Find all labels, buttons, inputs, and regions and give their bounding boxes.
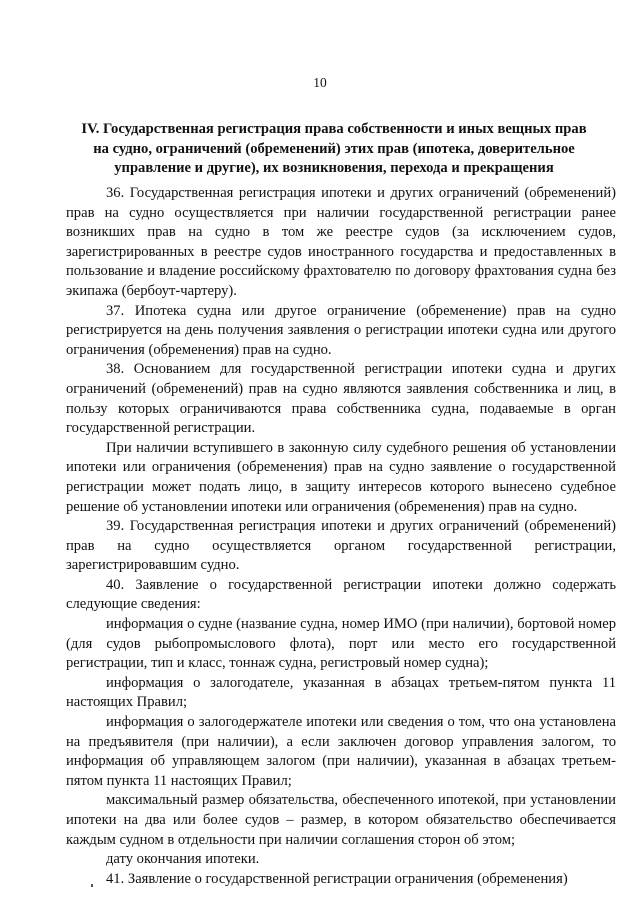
paragraph-40-max-obligation: максимальный размер обязательства, обеспеченного ипотекой, при установлении ипотеки на два или более судов – размер, в котором обязательство обеспечивается каждым судном в отдельности при наличии соглашения сторон об этом;	[66, 792, 616, 848]
scan-artifact	[91, 884, 93, 887]
paragraph-36: 36. Государственная регистрация ипотеки и других ограничений (обременений) прав на судно осуществляется при наличии государственной регистрации ранее возникших прав на судно в том же реестре судов (за исключением судов, зарегистрированных в реестре судов иностранного государства и предоставленных в пользование и владение российскому фрахтователю по договору фрахтования судна без экипажа (бербоут-чартеру).	[66, 185, 616, 299]
paragraph-40: 40. Заявление о государственной регистрации ипотеки должно содержать следующие сведения:	[66, 576, 616, 613]
paragraph-40-pledgor-info: информация о залогодателе, указанная в абзацах третьем-пятом пункта 11 настоящих Правил;	[66, 674, 616, 711]
paragraph-37: 37. Ипотека судна или другое ограничение (обременение) прав на судно регистрируется на день получения заявления о регистрации ипотеки судна или другого ограничения (обременения) прав на судно.	[66, 302, 616, 358]
paragraph-40-pledgee-info: информация о залогодержателе ипотеки или сведения о том, что она установлена на предъявителя (при наличии), а если заключен договор управления залогом, то информация об управляющем залогом (при наличии), указанная в абзацах третьем-пятом пункта 11 настоящих Правил;	[66, 714, 616, 789]
paragraph-38-court-decision: При наличии вступившего в законную силу судебного решения об установлении ипотеки или ограничения (обременения) прав на судно заявление о государственной регистрации может подать лицо, в защиту интересов которого вынесено судебное решение об установлении ипотеки или ограничения (обременения) прав на судно.	[66, 439, 616, 515]
page-number: 10	[313, 75, 327, 90]
paragraph-41: 41. Заявление о государственной регистрации ограничения (обременения)	[106, 870, 568, 887]
section-heading: IV. Государственная регистрация права собственности и иных вещных прав на судно, ограничений (обременений) этих прав (ипотека, доверительное управление и другие), их возникновения, перехода и прекращения	[81, 121, 587, 176]
paragraph-38: 38. Основанием для государственной регистрации ипотеки судна и других ограничений (обременений) прав на судно являются заявления собственника и лиц, в пользу которых ограничиваются права собственника судна, подаваемые в орган государственной регистрации.	[66, 361, 616, 437]
body-text	[66, 184, 616, 889]
paragraph-40-vessel-info: информация о судне (название судна, номер ИМО (при наличии), бортовой номер (для судов рыбопромыслового флота), порт или место его государственной регистрации, тип и класс, тоннаж судна, регистровый номер судна);	[66, 616, 616, 672]
paragraph-40-end-date: дату окончания ипотеки.	[106, 851, 260, 868]
paragraph-39: 39. Государственная регистрация ипотеки и других ограничений (обременений) прав на судно осуществляется органом государственной регистрации, зарегистрировавшим судно.	[66, 518, 616, 574]
